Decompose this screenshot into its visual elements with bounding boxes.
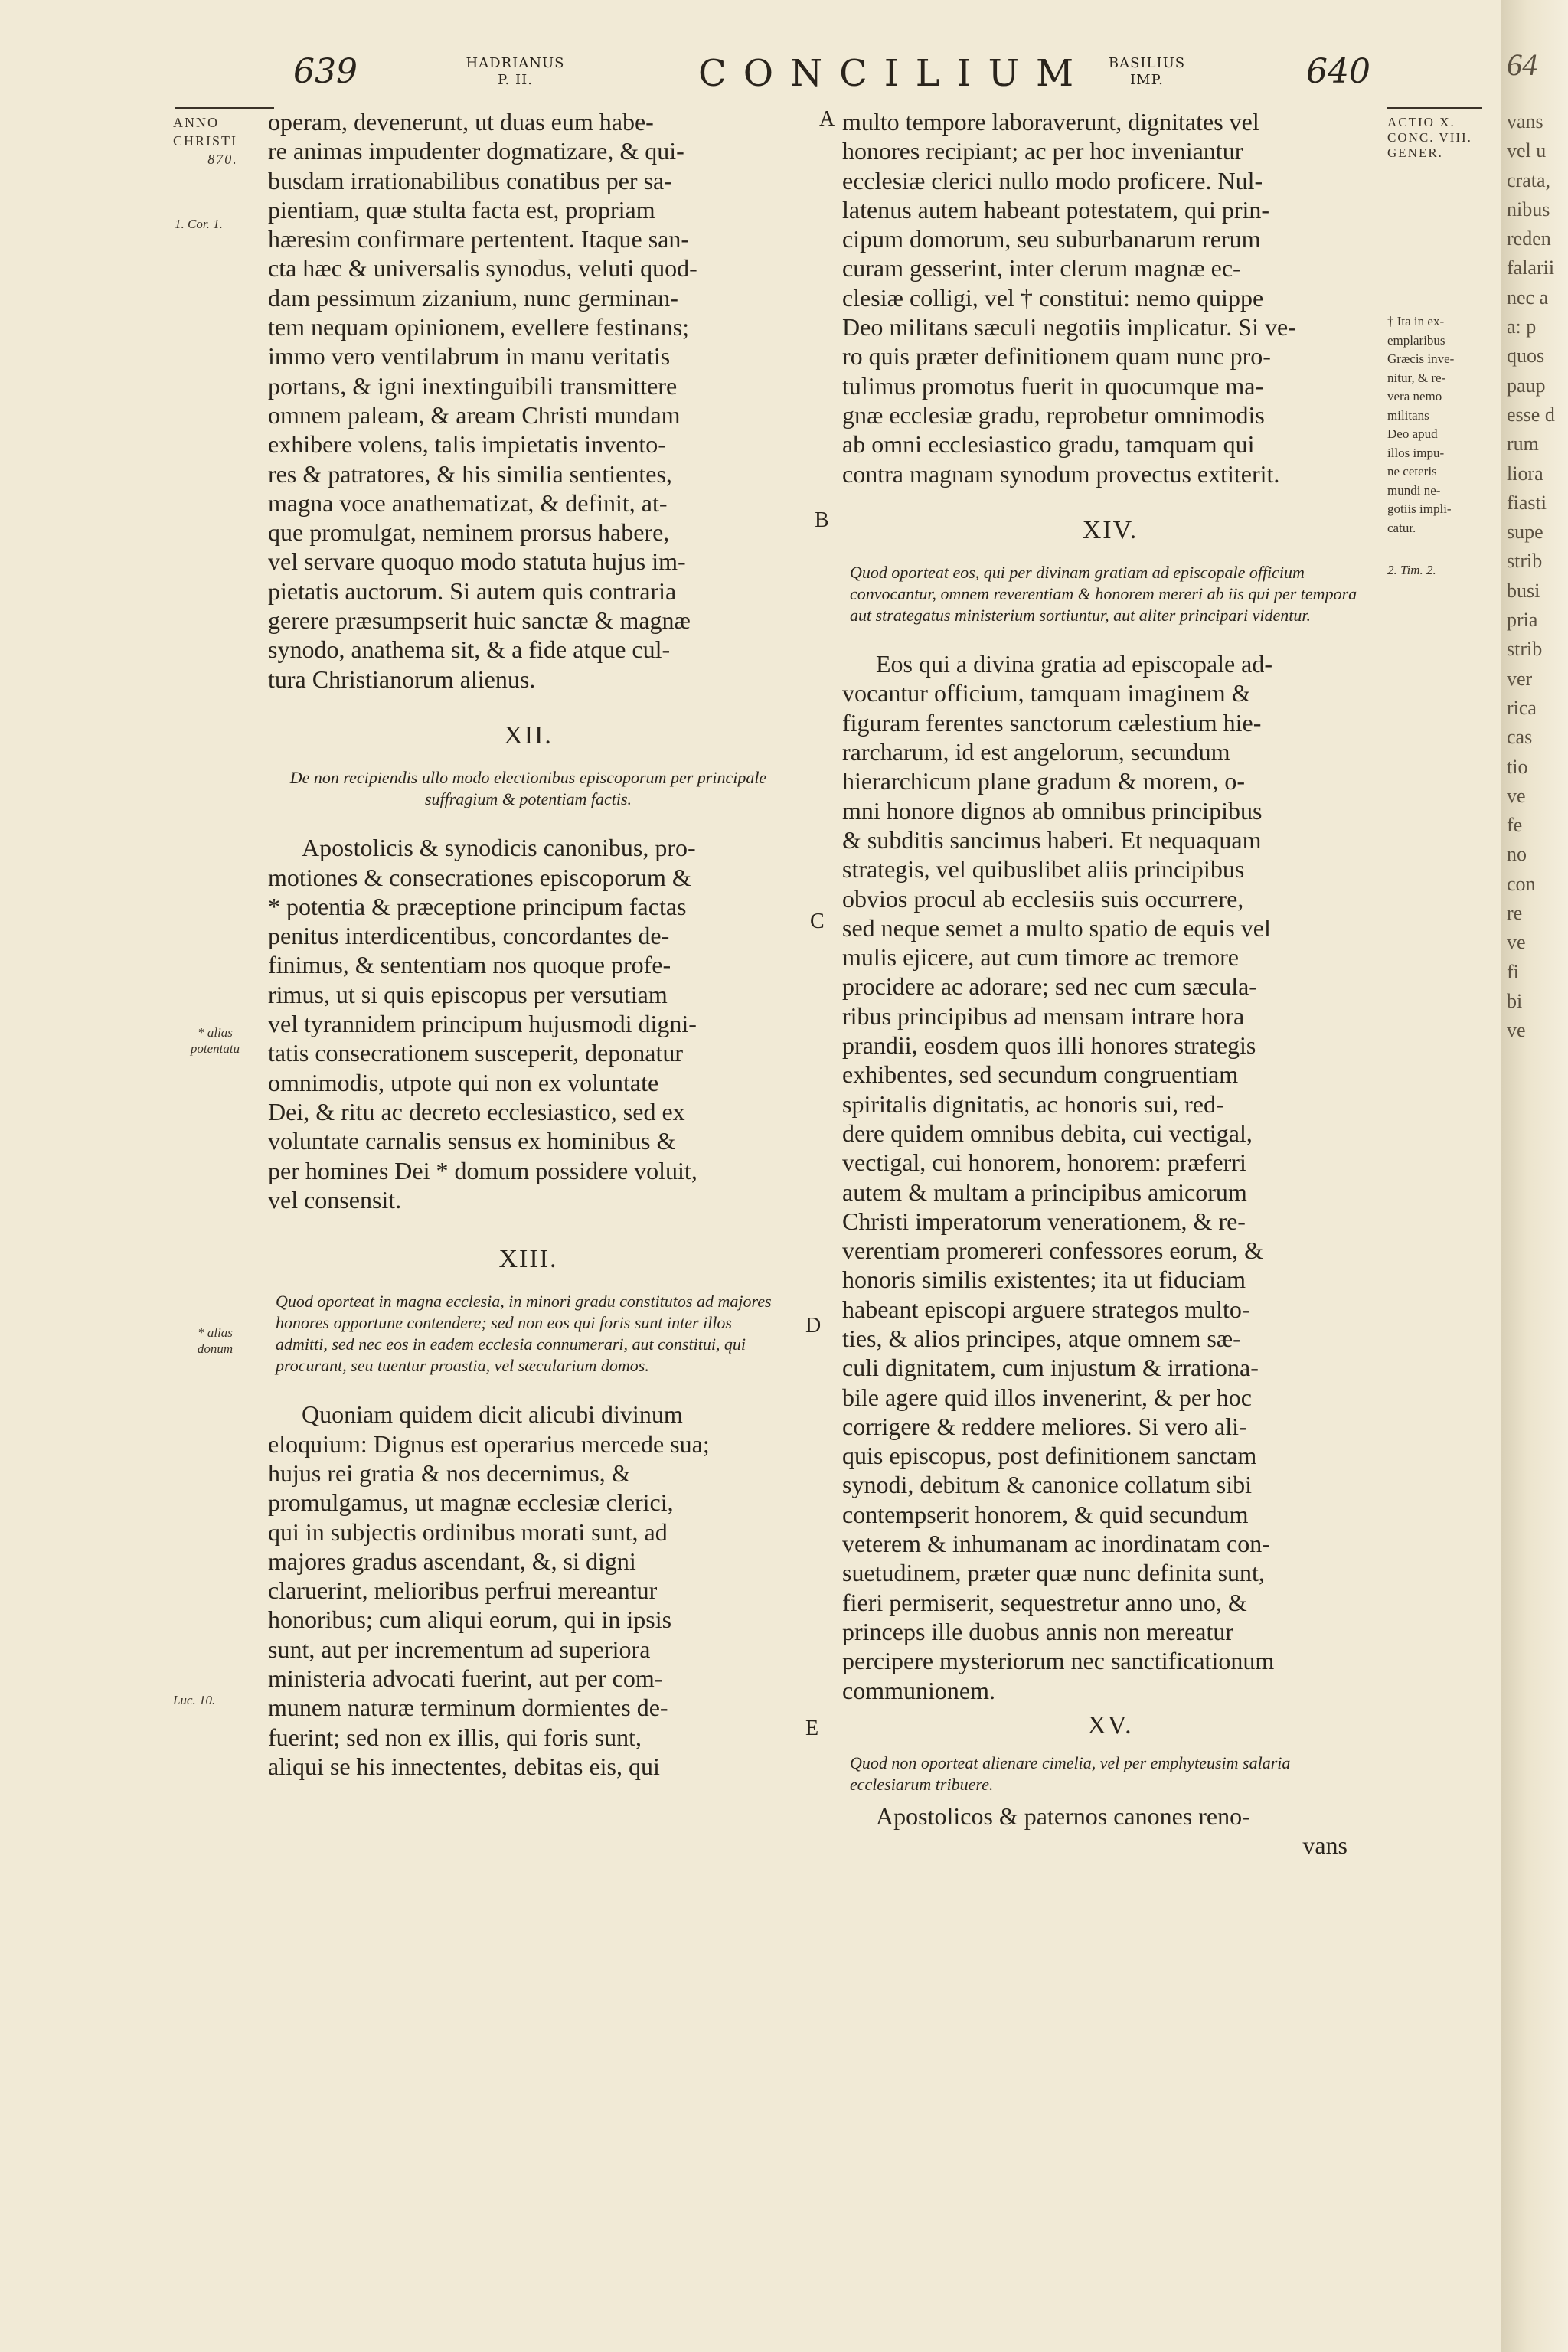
footnote-line: illos impu- — [1387, 445, 1445, 460]
section-letter-c: C — [810, 910, 825, 933]
fragment-line: tio — [1507, 755, 1528, 778]
text-line: fieri permiserit, sequestretur anno uno, & — [842, 1588, 1247, 1616]
canon-text-xii — [268, 833, 789, 1214]
text-line: tulimus promotus fuerit in quocumque ma- — [842, 371, 1264, 400]
text-line: operam, devenerunt, ut duas eum habe- — [268, 108, 654, 136]
text-line: vectigal, cui honorem, honorem: præferri — [842, 1148, 1246, 1177]
text-line: contra magnam synodum provectus extiterit. — [842, 459, 1280, 488]
text-line: fuerint; sed non ex illis, qui foris sunt, — [268, 1723, 642, 1751]
footnote-line: mundi ne- — [1387, 482, 1441, 498]
text-line: motiones & consecrationes episcoporum & — [268, 863, 691, 891]
actio-line: GENER. — [1387, 145, 1443, 160]
text-line: tura Christianorum alienus. — [268, 665, 536, 693]
text-line: Apostolicis & synodicis canonibus, pro- — [302, 834, 696, 862]
text-line: ties, & alios principes, atque omnem sæ- — [842, 1324, 1241, 1352]
text-line: habeant episcopi arguere strategos multo- — [842, 1295, 1250, 1323]
text-line: procidere ac adorare; sed nec cum sæcula- — [842, 972, 1257, 1001]
text-line: verentiam promereri confessores eorum, & — [842, 1236, 1264, 1265]
text-line: vel consensit. — [268, 1185, 402, 1214]
next-page-fragment — [1507, 46, 1555, 1046]
canon-number-xii: XII. — [504, 720, 553, 750]
text-line: honores recipiant; ac per hoc inveniantur — [842, 137, 1243, 165]
text-line: promulgamus, ut magnæ ecclesiæ clerici, — [268, 1488, 674, 1517]
text-line: dam pessimum zizanium, nunc germinan- — [268, 283, 678, 312]
section-letter-d: D — [805, 1314, 822, 1338]
text-line: multo tempore laboraverunt, dignitates vel — [842, 108, 1259, 136]
footnote-line: gotiis impli- — [1387, 501, 1452, 516]
footnote-line: catur. — [1387, 520, 1416, 535]
fragment-line: bi — [1507, 989, 1523, 1012]
page-number-left: 639 — [293, 52, 358, 91]
running-head-right-line: BASILIUS — [1108, 55, 1186, 71]
text-line: ro quis præter definitionem quam nunc pro- — [842, 342, 1271, 371]
actio-line: ACTIO X. — [1387, 115, 1455, 129]
variant-note-line: * alias — [198, 1325, 233, 1340]
fragment-line: quos — [1507, 345, 1545, 368]
variant-note-line: donum — [197, 1341, 234, 1356]
text-line: omnem paleam, & aream Christi mundam — [268, 400, 681, 429]
fragment-line: ver — [1507, 667, 1533, 690]
text-line: majores gradus ascendant, &, si digni — [268, 1547, 636, 1575]
text-line: clesiæ colligi, vel † constitui: nemo quippe — [842, 283, 1264, 312]
text-line: portans, & igni inextinguibili transmittere — [268, 371, 678, 400]
text-line: busdam irrationabilibus conatibus per sa- — [268, 166, 672, 194]
text-line: omnimodis, utpote qui non ex voluntate — [268, 1068, 659, 1096]
text-line: pietatis auctorum. Si autem quis contraria — [268, 577, 677, 605]
fragment-line: fi — [1507, 960, 1519, 983]
text-line: vel tyrannidem principum hujusmodi digni- — [268, 1010, 697, 1038]
fragment-line: strib — [1507, 550, 1543, 573]
fragment-line: nec a — [1507, 286, 1549, 309]
section-letter-b: B — [815, 508, 829, 532]
text-line: tatis consecrationem susceperit, deponatur — [268, 1039, 684, 1067]
running-head-right — [1093, 55, 1200, 89]
text-line: * potentia & præceptione principum factas — [268, 892, 687, 920]
text-line: claruerint, melioribus perfrui mereantur — [268, 1576, 658, 1605]
running-head-left-line: HADRIANUS — [466, 55, 565, 71]
text-line: hierarchicum plane gradum & morem, o- — [842, 767, 1246, 795]
fragment-line: esse d — [1507, 403, 1555, 426]
paragraph-opening-left — [268, 107, 789, 694]
text-line: tem nequam opinionem, evellere festinans; — [268, 313, 690, 341]
text-line: quis episcopus, post definitionem sanctam — [842, 1442, 1257, 1470]
fragment-line: con — [1507, 872, 1536, 895]
fragment-line: ve — [1507, 1019, 1526, 1042]
text-line: aliqui se his innectentes, debitas eis, qui — [268, 1752, 660, 1780]
text-line: res & patratores, & his similia sentientes, — [268, 459, 672, 488]
text-line: figuram ferentes sanctorum cælestium hie- — [842, 708, 1262, 737]
text-line: per homines Dei * domum possidere voluit, — [268, 1156, 697, 1184]
fragment-line: paup — [1507, 374, 1546, 397]
fragment-line: fe — [1507, 814, 1523, 837]
text-line: obvios procul ab ecclesiis suis occurrere, — [842, 884, 1244, 913]
fragment-line: no — [1507, 843, 1527, 866]
fragment-line: 64 — [1507, 47, 1537, 82]
footnote-line: militans — [1387, 407, 1429, 423]
anno-line: 870. — [207, 152, 238, 167]
text-line: autem & multam a principibus amicorum — [842, 1178, 1247, 1206]
canon-number-xiv: XIV. — [1082, 515, 1138, 544]
running-head-left-line: P. II. — [498, 72, 533, 88]
actio-rule — [1387, 107, 1482, 109]
text-line: curam gesserint, inter clerum magnæ ec- — [842, 254, 1241, 283]
fragment-line: reden — [1507, 227, 1551, 250]
canon-number-xv: XV. — [1087, 1710, 1133, 1740]
page-number-right: 640 — [1306, 52, 1370, 91]
text-line: Eos qui a divina gratia ad episcopale ad- — [876, 650, 1273, 678]
text-line: eloquium: Dignus est operarius mercede sua; — [268, 1429, 710, 1458]
fragment-line: re — [1507, 902, 1523, 925]
anno-christi-note — [173, 113, 273, 168]
right-column — [842, 107, 1378, 1860]
text-line: strategis, vel quibuslibet aliis principibus — [842, 855, 1245, 884]
text-line: voluntate carnalis sensus ex hominibus & — [268, 1127, 676, 1155]
text-line: spiritalis dignitatis, ac honoris sui, red- — [842, 1089, 1224, 1118]
text-line: rimus, ut si quis episcopus per versutiam — [268, 980, 668, 1008]
actio-line: CONC. VIII. — [1387, 130, 1472, 145]
text-line: gerere præsumpserit huic sanctæ & magnæ — [268, 606, 691, 635]
text-line: re animas impudenter dogmatizare, & qui- — [268, 137, 684, 165]
text-line: vocantur officium, tamquam imaginem & — [842, 679, 1251, 707]
section-letter-e: E — [805, 1717, 819, 1740]
text-line: Dei, & ritu ac decreto ecclesiastico, sed ex — [268, 1097, 685, 1125]
text-line: Deo militans sæculi negotiis implicatur. Si ve- — [842, 313, 1296, 341]
actio-note — [1387, 115, 1484, 161]
canon-rubric-xiv: Quod oporteat eos, qui per divinam gratiam ad episcopale officium convocantur, omnem reverentiam & honorem mereri ab iis qui per tempora aut strategatus ministerium sortiuntur, aut aliter principari videntur. — [850, 563, 1357, 626]
scripture-ref-timothy: 2. Tim. 2. — [1387, 563, 1436, 577]
text-line: contempserit honorem, & quid secundum — [842, 1500, 1249, 1528]
fragment-line: rica — [1507, 696, 1537, 719]
canon-text-xiv — [842, 649, 1378, 1705]
text-line: ministeria advocati fuerint, aut per com- — [268, 1664, 663, 1693]
text-line: communionem. — [842, 1676, 995, 1704]
text-line: immo vero ventilabrum in manu veritatis — [268, 342, 671, 371]
variant-note-donum — [173, 1325, 257, 1357]
fragment-line: fiasti — [1507, 491, 1547, 514]
variant-note-line: potentatu — [190, 1041, 240, 1056]
text-line: munem naturæ terminum dormientes de- — [268, 1694, 668, 1722]
text-line: prandii, eosdem quos illi honores strategis — [842, 1031, 1256, 1060]
text-line: & subditis sancimus haberi. Et nequaquam — [842, 825, 1262, 854]
text-line: culi dignitatem, cum injustum & irrationa- — [842, 1354, 1259, 1382]
text-line: cipum domorum, seu suburbanarum rerum — [842, 225, 1261, 253]
running-head-right-line: IMP. — [1130, 72, 1164, 88]
fragment-line: vel u — [1507, 139, 1547, 162]
text-line: dere quidem omnibus debita, cui vectigal, — [842, 1119, 1253, 1147]
text-line: honoribus; cum aliqui eorum, qui in ipsis — [268, 1606, 672, 1634]
running-head-left — [458, 55, 573, 89]
canon-number-xiii: XIII. — [498, 1245, 558, 1274]
variant-note-potentatu — [173, 1024, 257, 1057]
text-line: finimus, & sententiam nos quoque profe- — [268, 951, 671, 979]
fragment-line: a: p — [1507, 315, 1537, 338]
text-line: qui in subjectis ordinibus morati sunt, ad — [268, 1517, 668, 1546]
left-column — [268, 107, 789, 1781]
footnote-line: nitur, & re- — [1387, 370, 1446, 385]
fragment-line: ve — [1507, 784, 1526, 807]
fragment-line: pria — [1507, 609, 1538, 632]
fragment-line: strib — [1507, 638, 1543, 661]
text-line: cta hæc & universalis synodus, veluti quod- — [268, 254, 697, 283]
fragment-line: crata, — [1507, 168, 1551, 191]
footnote-line: emplaribus — [1387, 332, 1446, 348]
section-letter-a: A — [819, 107, 835, 131]
text-line: Apostolicos & paternos canones reno- — [876, 1802, 1250, 1831]
text-line: suetudinem, præter quæ nunc definita sunt, — [842, 1559, 1265, 1587]
text-line: que promulgat, neminem prorsus habere, — [268, 518, 670, 547]
text-line: veterem & inhumanam ac inordinatam con- — [842, 1530, 1270, 1558]
anno-line: ANNO — [173, 115, 219, 130]
fragment-line: busi — [1507, 579, 1540, 602]
canon-rubric-xv: Quod non oporteat alienare cimelia, vel per emphyteusim salaria ecclesiarum tribuere. — [850, 1753, 1291, 1795]
canon-text-xiii — [268, 1400, 789, 1781]
canon-rubric-xii: De non recipiendis ullo modo electionibus episcoporum per principale suffragium & potentiam factis. — [289, 768, 767, 809]
footnote-line: vera nemo — [1387, 389, 1442, 403]
text-line: penitus interdicentibus, concordantes de- — [268, 922, 670, 950]
text-line: bile agere quid illos invenerint, & per hoc — [842, 1383, 1252, 1411]
canon-text-xv — [842, 1802, 1378, 1831]
text-line: pientiam, quæ stulta facta est, propriam — [268, 195, 655, 224]
text-line: ecclesiæ clerici nullo modo proficere. Nul- — [842, 166, 1263, 194]
text-line: princeps ille duobus annis non mereatur — [842, 1617, 1233, 1645]
fragment-line: supe — [1507, 521, 1544, 544]
text-line: hæresim confirmare pertentent. Itaque san- — [268, 225, 689, 253]
fragment-line: ve — [1507, 931, 1526, 954]
text-line: synodi, debitum & canonice collatum sibi — [842, 1471, 1253, 1499]
footnote-line: ne ceteris — [1387, 464, 1437, 479]
text-line: Quoniam quidem dicit alicubi divinum — [302, 1400, 683, 1429]
text-line: corrigere & reddere meliores. Si vero ali- — [842, 1412, 1247, 1440]
fragment-line: cas — [1507, 726, 1533, 749]
text-line: percipere mysteriorum nec sanctificationum — [842, 1647, 1275, 1675]
text-line: magna voce anathematizat, & definit, at- — [268, 488, 668, 517]
fragment-line: liora — [1507, 462, 1544, 485]
text-line: ab omni ecclesiastico gradu, tamquam qui — [842, 430, 1255, 459]
fragment-line: nibus — [1507, 198, 1550, 220]
text-line: Christi imperatorum venerationem, & re- — [842, 1207, 1246, 1235]
catchword: vans — [1302, 1831, 1348, 1860]
text-line: ribus principibus ad mensam intrare hora — [842, 1001, 1245, 1030]
fragment-line: rum — [1507, 433, 1539, 456]
text-line: mulis ejicere, aut cum timore ac tremore — [842, 943, 1239, 972]
canon-rubric-xiii: Quod oporteat in magna ecclesia, in minori gradu constitutos ad majores honores opportune contendere; sed non eos qui foris sunt inter illos admitti, sed nec eos in eadem ecclesia connumerari, aut constitui, qui procurant, seu tuentur proastia, vel sæcularium domos. — [276, 1292, 772, 1376]
text-line: sed neque semet a multo spatio de equis vel — [842, 913, 1271, 942]
text-line: rarcharum, id est angelorum, secundum — [842, 738, 1230, 766]
page-title: CONCILIUM — [698, 52, 1091, 95]
fragment-line: falarii — [1507, 256, 1555, 279]
anno-rule — [175, 107, 274, 109]
text-line: vel servare quoquo modo statuta hujus im- — [268, 547, 686, 576]
text-line: mni honore dignos ab omnibus principibus — [842, 796, 1263, 825]
footnote-line: † Ita in ex- — [1387, 314, 1445, 328]
text-line: hujus rei gratia & nos decernimus, & — [268, 1459, 631, 1487]
scripture-ref-luke: Luc. 10. — [173, 1693, 216, 1707]
text-line: exhibentes, sed secundum congruentiam — [842, 1060, 1239, 1089]
variant-note-line: * alias — [198, 1025, 233, 1040]
text-line: honoris similis existentes; ita ut fiduciam — [842, 1266, 1246, 1294]
footnote-line: Græcis inve- — [1387, 351, 1455, 366]
paragraph-opening-right — [842, 107, 1378, 488]
text-line: exhibere volens, talis impietatis invento- — [268, 430, 666, 459]
anno-line: CHRISTI — [173, 133, 238, 149]
text-line: sunt, aut per incrementum ad superiora — [268, 1635, 651, 1663]
footnote-line: Deo apud — [1387, 426, 1438, 441]
text-line: gnæ ecclesiæ gradu, reprobetur omnimodis — [842, 400, 1265, 429]
scripture-ref-corinthians: 1. Cor. 1. — [175, 217, 223, 231]
fragment-line: vans — [1507, 110, 1544, 132]
footnote-dagger — [1387, 312, 1488, 537]
text-line: synodo, anathema sit, & a fide atque cul- — [268, 635, 671, 664]
text-line: latenus autem habeant potestatem, qui prin- — [842, 195, 1270, 224]
